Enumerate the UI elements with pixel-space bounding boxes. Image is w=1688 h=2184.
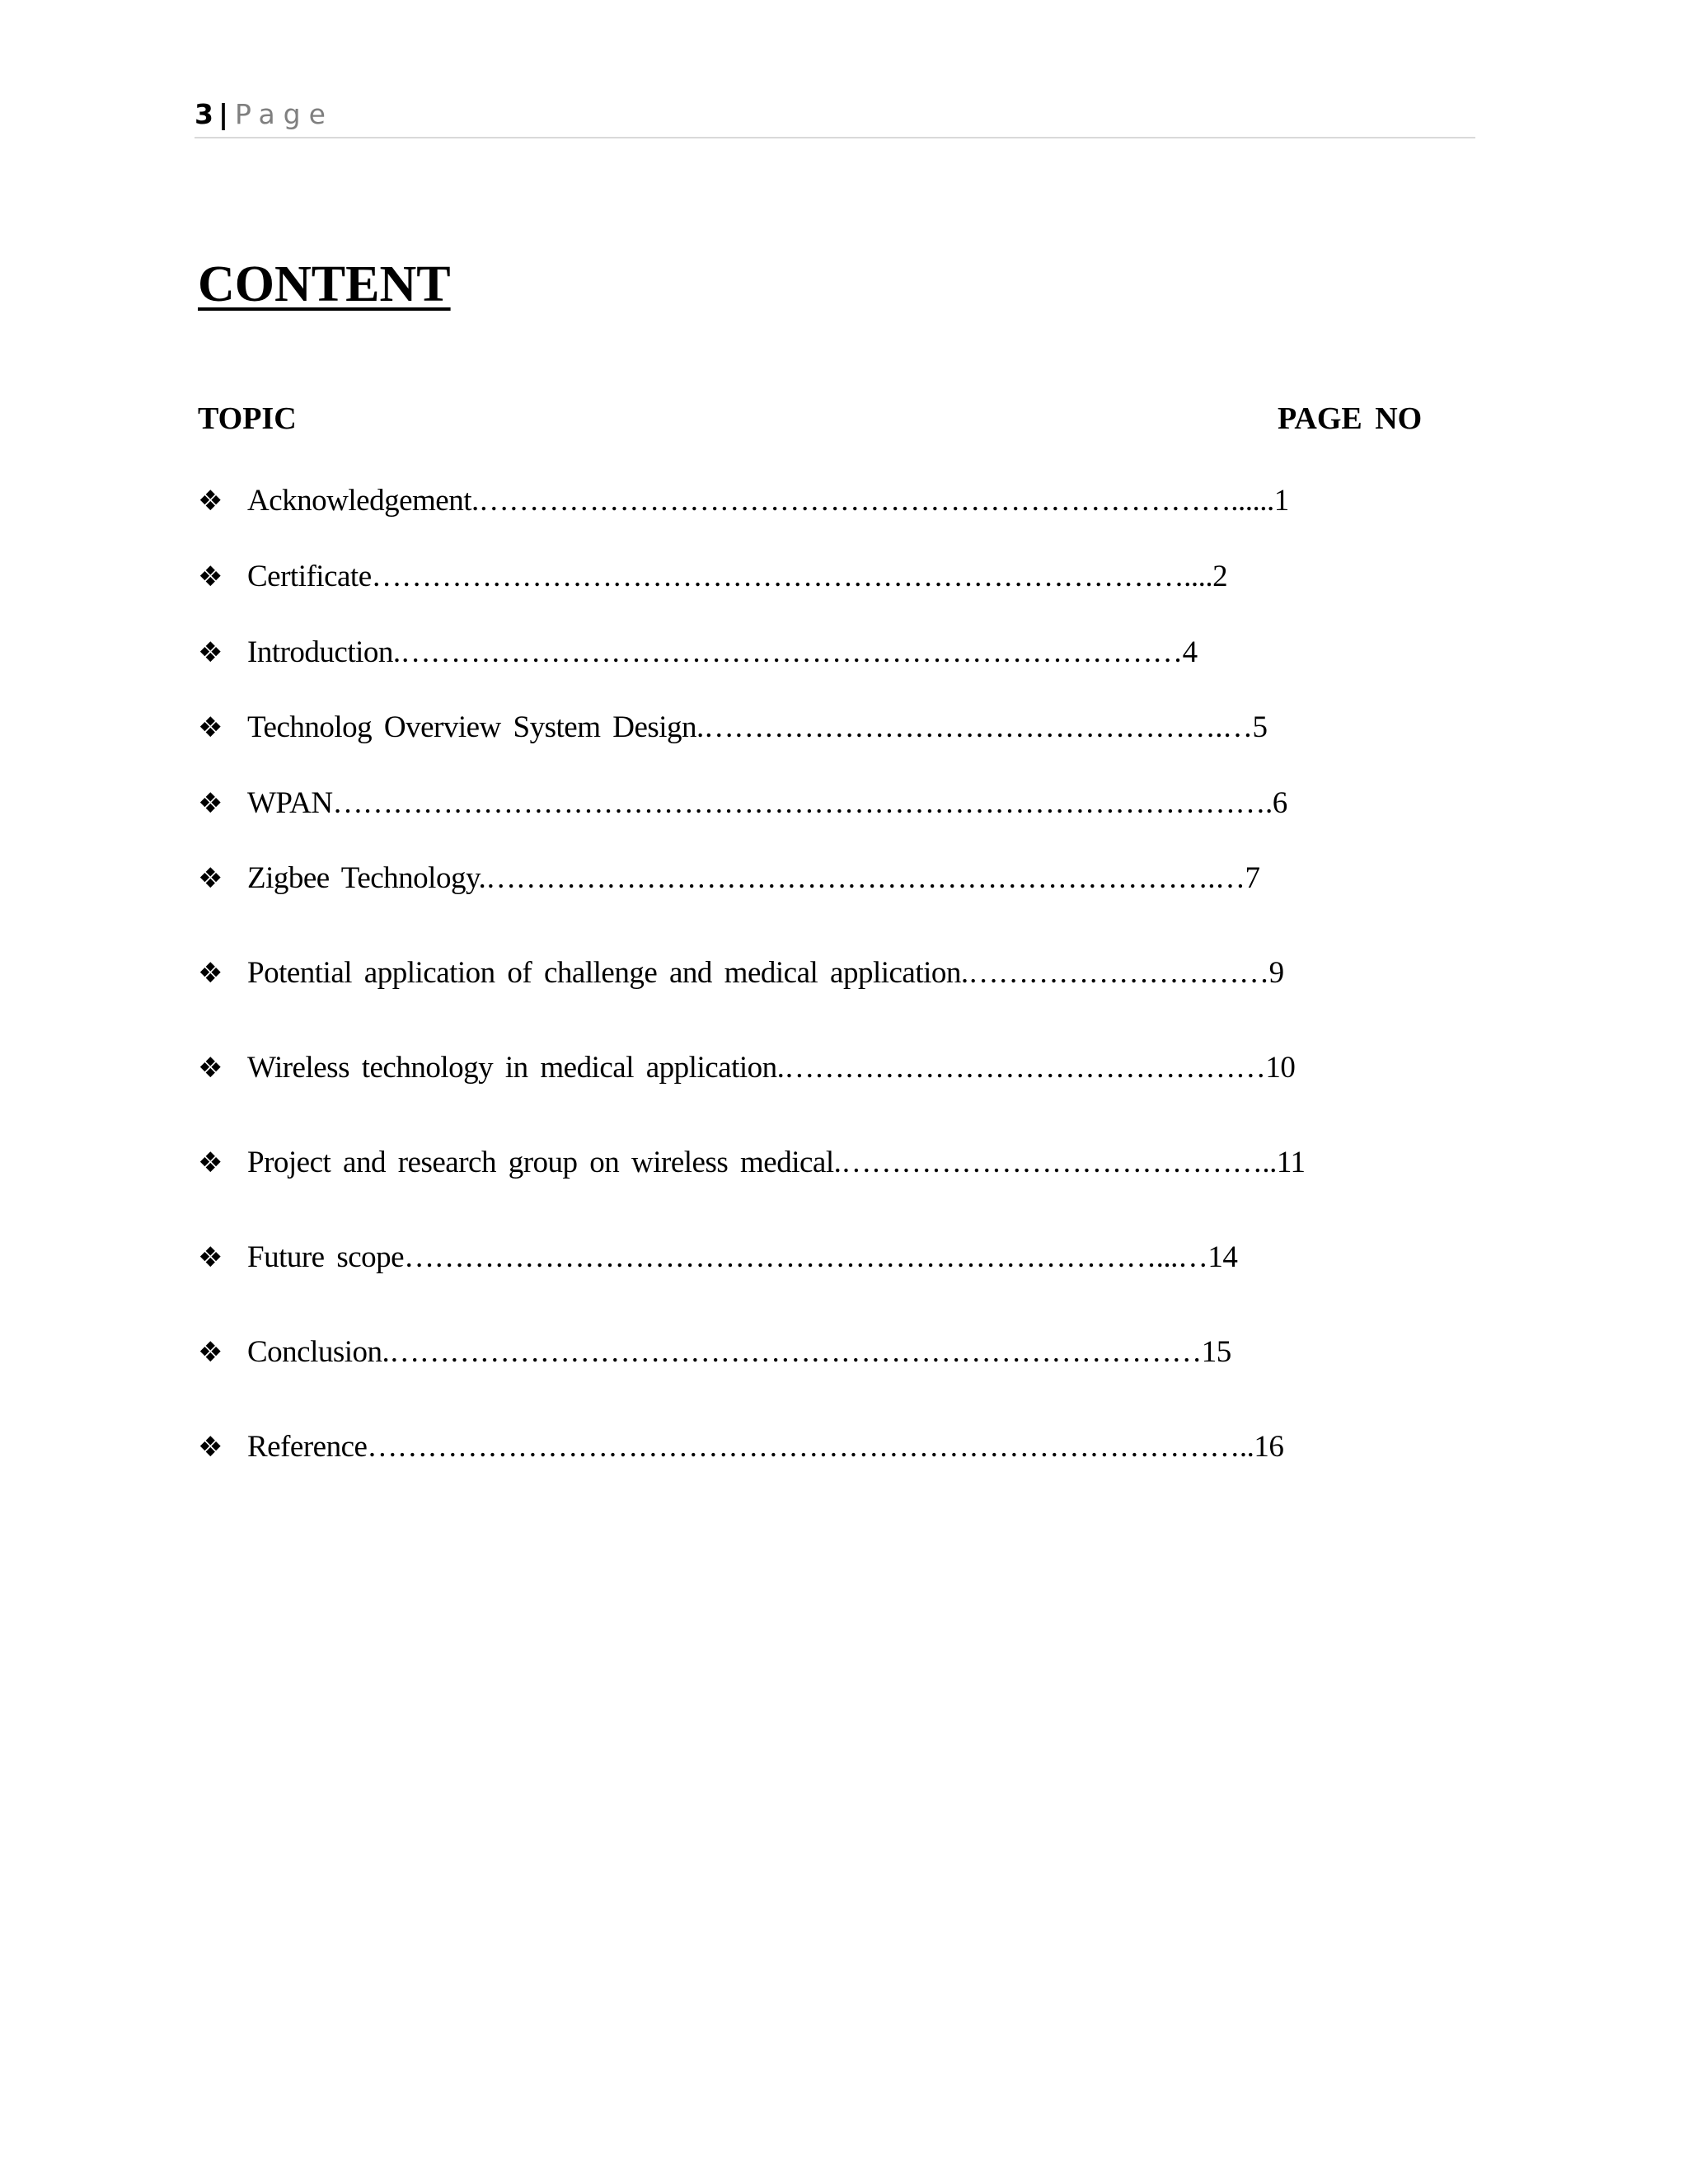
toc-entry bbox=[198, 1237, 1237, 1278]
toc-entry-text: Conclusion.………………………………………………………………………15 bbox=[247, 1335, 1231, 1369]
toc-entry bbox=[198, 1332, 1231, 1373]
topic-column-header: TOPIC bbox=[198, 401, 297, 436]
diamond-bullet-icon: ❖ bbox=[198, 787, 223, 820]
toc-entry-text: Project and research group on wireless medical.……………………………………..11 bbox=[247, 1146, 1306, 1179]
toc-entry-text: Introduction.……………………………………………………………………4 bbox=[247, 635, 1198, 669]
diamond-bullet-icon: ❖ bbox=[198, 957, 223, 990]
header-separator: | bbox=[218, 98, 229, 130]
toc-entry bbox=[198, 480, 1289, 522]
toc-entry-text: Acknowledgement.…………………………………………………………………......1 bbox=[247, 484, 1289, 518]
diamond-bullet-icon: ❖ bbox=[198, 1241, 223, 1274]
toc-entry-text: Wireless technology in medical application.…………………………………………10 bbox=[247, 1051, 1296, 1085]
toc-entry bbox=[198, 783, 1287, 824]
diamond-bullet-icon: ❖ bbox=[198, 1336, 223, 1369]
diamond-bullet-icon: ❖ bbox=[198, 1431, 223, 1464]
toc-entry bbox=[198, 707, 1268, 748]
toc-entry bbox=[198, 1142, 1306, 1183]
toc-entry-text: Technolog Overview System Design.…………………………………………….…5 bbox=[247, 710, 1268, 744]
diamond-bullet-icon: ❖ bbox=[198, 1146, 223, 1179]
toc-entry bbox=[198, 1427, 1283, 1468]
diamond-bullet-icon: ❖ bbox=[198, 636, 223, 669]
toc-entry bbox=[198, 632, 1198, 673]
toc-entry-text: WPAN………………………………………………………………………………….6 bbox=[247, 786, 1287, 820]
toc-entry bbox=[198, 1047, 1295, 1089]
toc-entry-text: Certificate………………………………………………………………………....2 bbox=[247, 560, 1228, 593]
toc-entry bbox=[198, 556, 1227, 598]
diamond-bullet-icon: ❖ bbox=[198, 560, 223, 593]
toc-entry-text: Potential application of challenge and medical application.…………………………9 bbox=[247, 956, 1284, 990]
toc-entry-text: Zigbee Technology.……………………………………………………………….…7 bbox=[247, 861, 1260, 895]
toc-entry-text: Future scope…………………………………………………………………...…14 bbox=[247, 1240, 1238, 1274]
page-header bbox=[195, 92, 1475, 138]
toc-entry bbox=[198, 953, 1284, 994]
page-label: Page bbox=[235, 98, 334, 130]
diamond-bullet-icon: ❖ bbox=[198, 1052, 223, 1085]
toc-entry-text: Reference……………………………………………………………………………..16 bbox=[247, 1430, 1284, 1464]
page-title: CONTENT bbox=[198, 256, 451, 312]
diamond-bullet-icon: ❖ bbox=[198, 485, 223, 518]
diamond-bullet-icon: ❖ bbox=[198, 862, 223, 895]
page-number: 3 bbox=[195, 98, 213, 130]
page-no-column-header: PAGE NO bbox=[1278, 401, 1423, 436]
diamond-bullet-icon: ❖ bbox=[198, 711, 223, 744]
toc-entry bbox=[198, 858, 1260, 899]
